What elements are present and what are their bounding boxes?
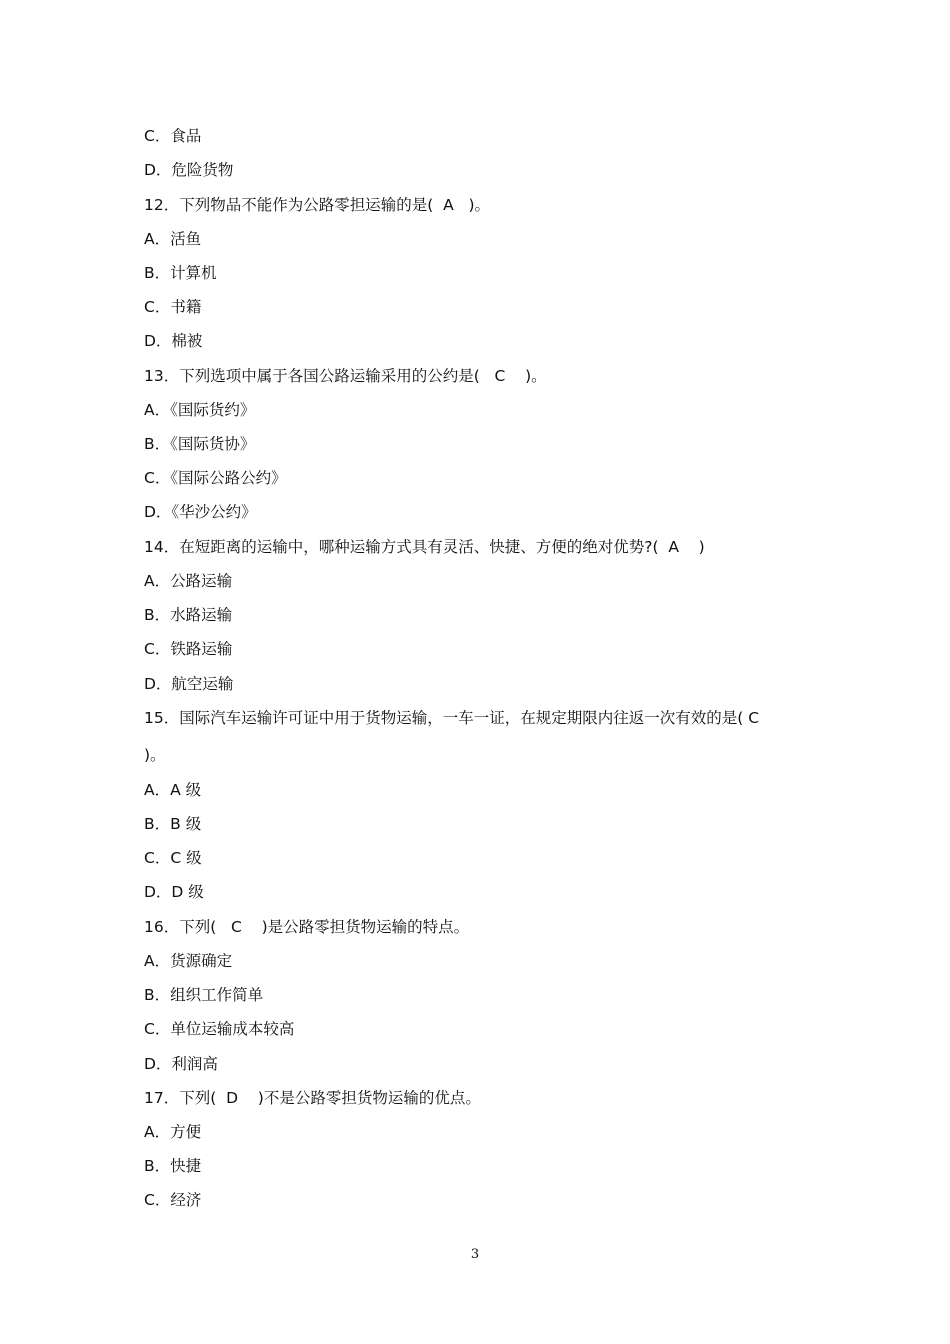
option-17-a: A．方便 (144, 1123, 202, 1141)
option-16-c: C．单位运输成本较高 (144, 1020, 295, 1038)
option-11-d: D．危险货物 (144, 161, 234, 179)
question-15-continued: )。 (144, 746, 166, 764)
option-15-b: B．B 级 (144, 815, 202, 833)
page-number: 3 (470, 1247, 480, 1262)
question-16: 16．下列( C )是公路零担货物运输的特点。 (144, 918, 470, 936)
option-17-c: C．经济 (144, 1191, 202, 1209)
option-12-c: C．书籍 (144, 298, 202, 316)
option-15-c: C．C 级 (144, 849, 202, 867)
option-15-d: D．D 级 (144, 883, 204, 901)
option-13-d: D．《华沙公约》 (144, 503, 257, 521)
option-12-b: B．计算机 (144, 264, 217, 282)
option-16-d: D．利润高 (144, 1055, 218, 1073)
option-13-c: C．《国际公路公约》 (144, 469, 287, 487)
question-12: 12．下列物品不能作为公路零担运输的是( A )。 (144, 196, 491, 214)
option-12-d: D．棉被 (144, 332, 203, 350)
question-17: 17．下列( D )不是公路零担货物运输的优点。 (144, 1089, 481, 1107)
option-14-d: D．航空运输 (144, 675, 234, 693)
question-13: 13．下列选项中属于各国公路运输采用的公约是( C )。 (144, 367, 547, 385)
option-14-b: B．水路运输 (144, 606, 233, 624)
option-13-a: A．《国际货约》 (144, 401, 256, 419)
option-13-b: B．《国际货协》 (144, 435, 256, 453)
question-15: 15．国际汽车运输许可证中用于货物运输，一车一证，在规定期限内往返一次有效的是( C (144, 709, 760, 727)
option-17-b: B．快捷 (144, 1157, 202, 1175)
option-14-a: A．公路运输 (144, 572, 233, 590)
question-14: 14．在短距离的运输中，哪种运输方式具有灵活、快捷、方便的绝对优势?( A ) (144, 538, 705, 556)
option-16-b: B．组织工作简单 (144, 986, 264, 1004)
option-14-c: C．铁路运输 (144, 640, 233, 658)
option-11-c: C．食品 (144, 127, 202, 145)
option-16-a: A．货源确定 (144, 952, 233, 970)
option-12-a: A．活鱼 (144, 230, 202, 248)
option-15-a: A．A 级 (144, 781, 202, 799)
